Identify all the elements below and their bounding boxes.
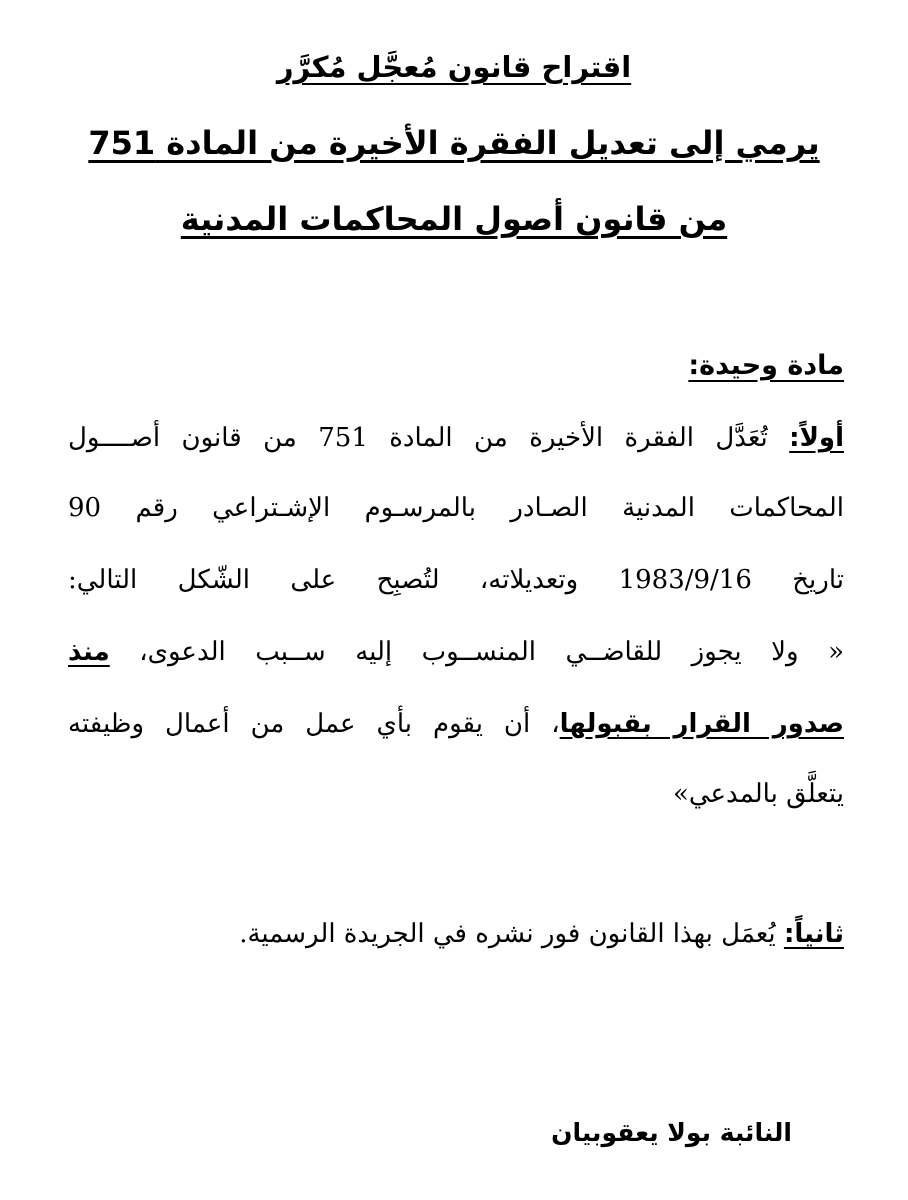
amended-text-line-3: يتعلَّق بالمدعي» xyxy=(672,779,844,809)
second-clause-label: ثانياً: xyxy=(783,919,844,949)
amended-text-line-2 xyxy=(68,704,844,744)
first-clause-line-3: تاريخ 1983/9/16 وتعديلاته، لتُصبِح على الشّكل التالي: xyxy=(68,565,844,595)
first-clause-line-2: المحاكمات المدنية الصـادر بالمرسـوم الإشـتراعي رقم 90 xyxy=(68,493,844,523)
amended-text-emphasis-2: صدور القرار بقبولها xyxy=(559,709,844,739)
document-subtitle-line-1: يرمي إلى تعديل الفقرة الأخيرة من المادة 751 xyxy=(88,124,820,162)
first-clause-text-1: تُعَدَّل الفقرة الأخيرة من المادة 751 من قانون أصــــول xyxy=(68,423,768,453)
document-subtitle-line-2: من قانون أصول المحاكمات المدنية xyxy=(180,200,728,238)
document-title: اقتراح قانون مُعجَّل مُكرَّر xyxy=(276,50,632,84)
amended-text-emphasis-1: منذ xyxy=(68,637,110,667)
signature: النائبة بولا يعقوبيان xyxy=(551,1118,792,1147)
second-clause-text: يُعمَل بهذا القانون فور نشره في الجريدة الرسمية. xyxy=(239,919,784,949)
first-clause-line-1 xyxy=(68,418,844,458)
amended-text-line-1 xyxy=(68,632,844,672)
article-heading: مادة وحيدة: xyxy=(688,350,844,381)
amended-text-part-1: « ولا يجوز للقاضــي المنســوب إليه ســبب الدعوى، xyxy=(109,637,844,667)
amended-text-part-2: ، أن يقوم بأي عمل من أعمال وظيفته xyxy=(68,709,560,739)
second-clause xyxy=(68,914,844,954)
first-clause-label: أولاً: xyxy=(789,423,845,453)
